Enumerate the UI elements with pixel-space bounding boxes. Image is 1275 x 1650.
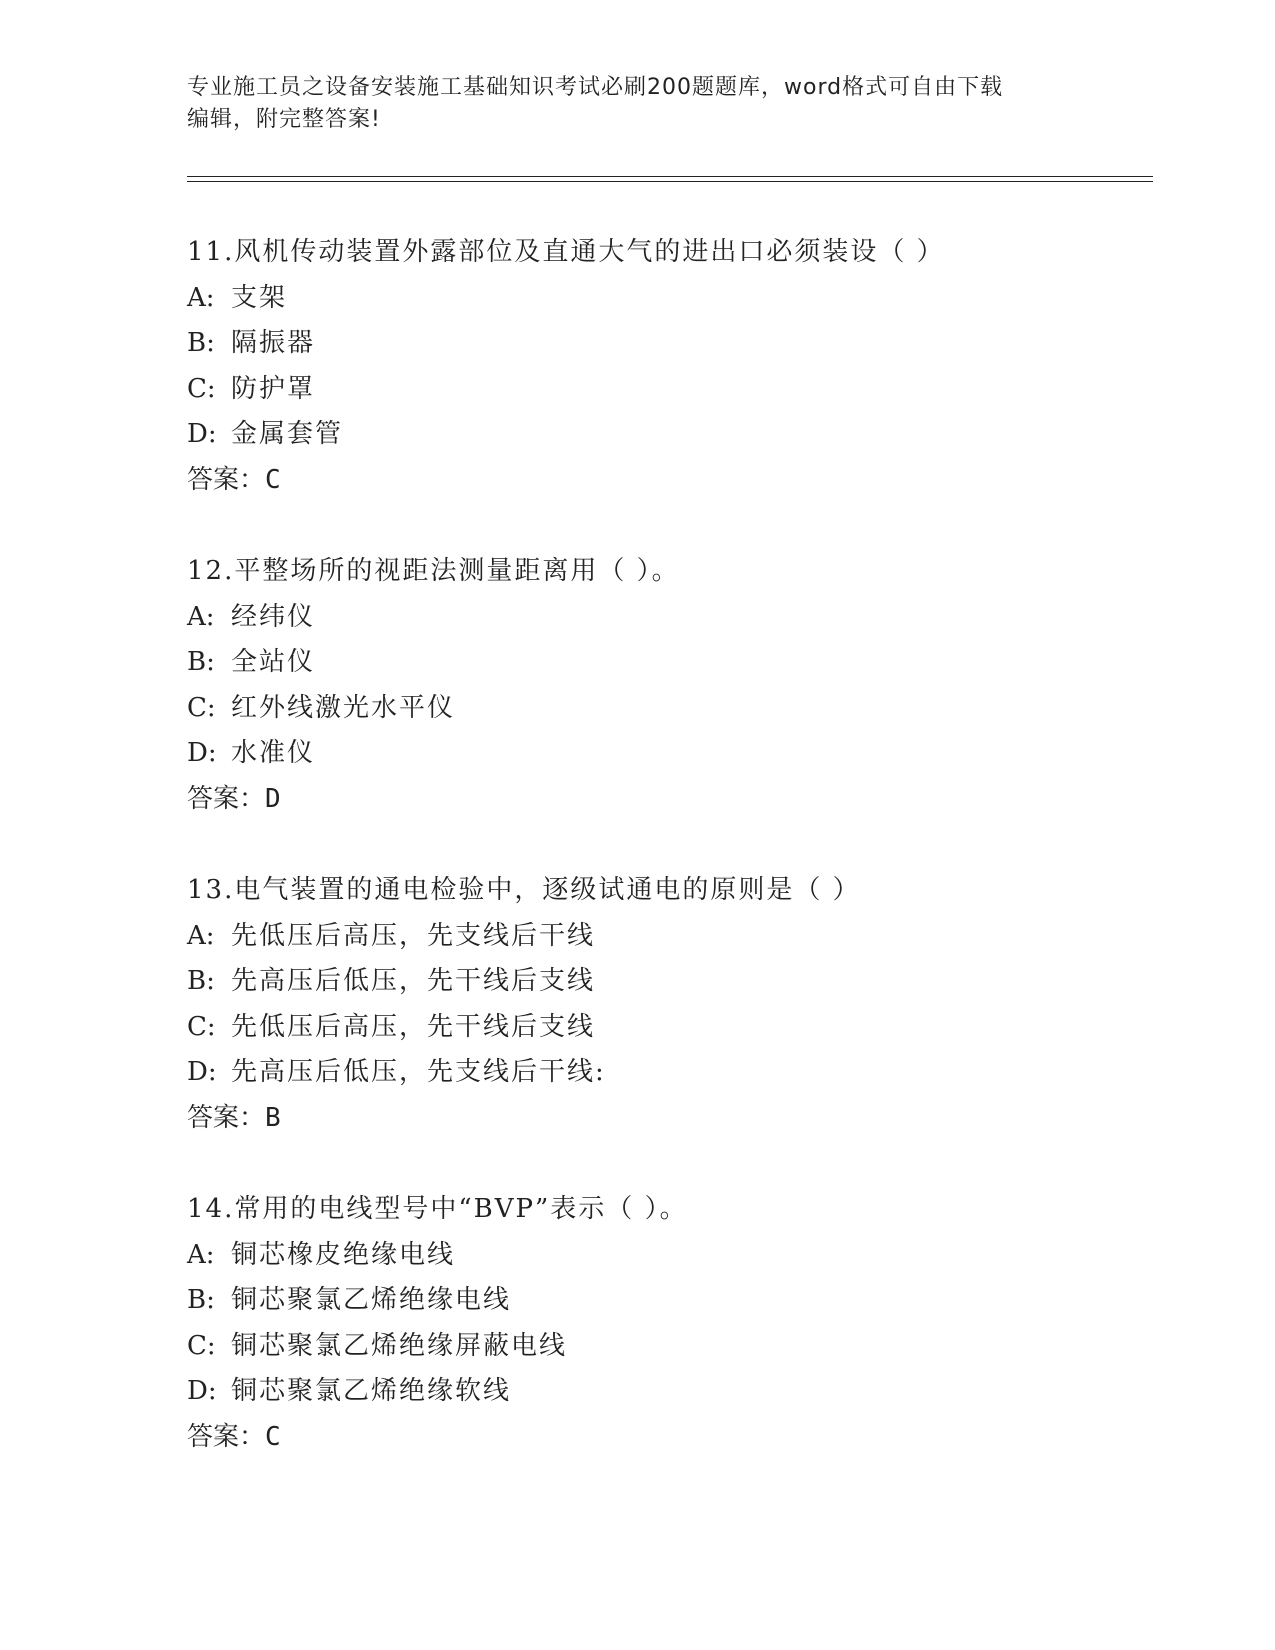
option-key: C: — [187, 1011, 216, 1042]
option-a — [187, 276, 1147, 322]
option-key: B: — [187, 328, 215, 358]
option-text: 铜芯聚氯乙烯绝缘屏蔽电线 — [231, 1330, 568, 1361]
option-text: 铜芯聚氯乙烯绝缘软线 — [231, 1376, 512, 1406]
option-text: 隔振器 — [231, 328, 316, 358]
option-d — [187, 1050, 1147, 1096]
option-text: 水准仪 — [231, 738, 316, 768]
option-b — [187, 1278, 1147, 1324]
option-key: A: — [187, 920, 215, 951]
option-text: 防护罩 — [231, 373, 316, 404]
answer-label: 答案： — [187, 783, 266, 814]
answer-line — [187, 1096, 1147, 1142]
header-divider-top — [187, 176, 1153, 177]
answer-value: D — [265, 783, 281, 814]
answer-label: 答案： — [187, 1421, 266, 1452]
option-key: B: — [187, 1285, 215, 1315]
option-text: 金属套管 — [231, 419, 344, 449]
option-key: C: — [187, 1330, 216, 1361]
option-text: 铜芯聚氯乙烯绝缘电线 — [231, 1285, 512, 1315]
option-d — [187, 1369, 1147, 1415]
option-text: 全站仪 — [231, 647, 316, 677]
question-12 — [187, 549, 1147, 822]
option-text: 支架 — [231, 282, 288, 313]
option-key: D: — [187, 419, 217, 449]
answer-label: 答案： — [187, 464, 266, 495]
option-c — [187, 1324, 1147, 1370]
answer-line — [187, 458, 1147, 504]
answer-value: B — [265, 1102, 281, 1133]
answer-label: 答案： — [187, 1102, 266, 1133]
option-text: 红外线激光水平仪 — [231, 692, 456, 723]
option-key: A: — [187, 282, 215, 313]
option-text: 先低压后高压，先支线后干线 — [231, 920, 596, 951]
option-d — [187, 412, 1147, 458]
option-c — [187, 367, 1147, 413]
option-text: 先低压后高压，先干线后支线 — [231, 1011, 596, 1042]
option-key: B: — [187, 966, 215, 996]
question-14 — [187, 1187, 1147, 1460]
option-a — [187, 914, 1147, 960]
option-key: B: — [187, 647, 215, 677]
option-key: D: — [187, 738, 217, 768]
option-b — [187, 959, 1147, 1005]
option-key: A: — [187, 601, 215, 632]
option-key: D: — [187, 1376, 217, 1406]
option-b — [187, 321, 1147, 367]
question-stem: 14.常用的电线型号中“BVP”表示（ ）。 — [187, 1194, 688, 1224]
option-d — [187, 731, 1147, 777]
question-11 — [187, 230, 1147, 503]
option-key: C: — [187, 692, 216, 723]
answer-value: C — [265, 1421, 281, 1452]
option-c — [187, 686, 1147, 732]
header-line-1: 专业施工员之设备安装施工基础知识考试必刷200题题库，word格式可自由下载 — [187, 75, 1004, 100]
question-stem: 11.风机传动装置外露部位及直通大气的进出口必须装设（ ） — [187, 237, 945, 267]
header-divider-bottom — [187, 181, 1153, 182]
answer-line — [187, 1415, 1147, 1461]
question-13 — [187, 868, 1147, 1141]
header-line-2: 编辑，附完整答案! — [187, 107, 381, 132]
option-key: D: — [187, 1057, 217, 1087]
option-a — [187, 595, 1147, 641]
option-text: 经纬仪 — [231, 601, 316, 632]
option-key: C: — [187, 373, 216, 404]
answer-value: C — [265, 464, 281, 495]
option-text: 铜芯橡皮绝缘电线 — [231, 1239, 456, 1270]
option-b — [187, 640, 1147, 686]
option-text: 先高压后低压，先支线后干线: — [231, 1057, 606, 1087]
option-c — [187, 1005, 1147, 1051]
question-stem: 12.平整场所的视距法测量距离用（ ）。 — [187, 556, 680, 586]
document-header — [187, 72, 1067, 136]
option-a — [187, 1233, 1147, 1279]
option-key: A: — [187, 1239, 215, 1270]
option-text: 先高压后低压，先干线后支线 — [231, 966, 596, 996]
answer-line — [187, 777, 1147, 823]
question-stem: 13.电气装置的通电检验中，逐级试通电的原则是（ ） — [187, 875, 861, 905]
